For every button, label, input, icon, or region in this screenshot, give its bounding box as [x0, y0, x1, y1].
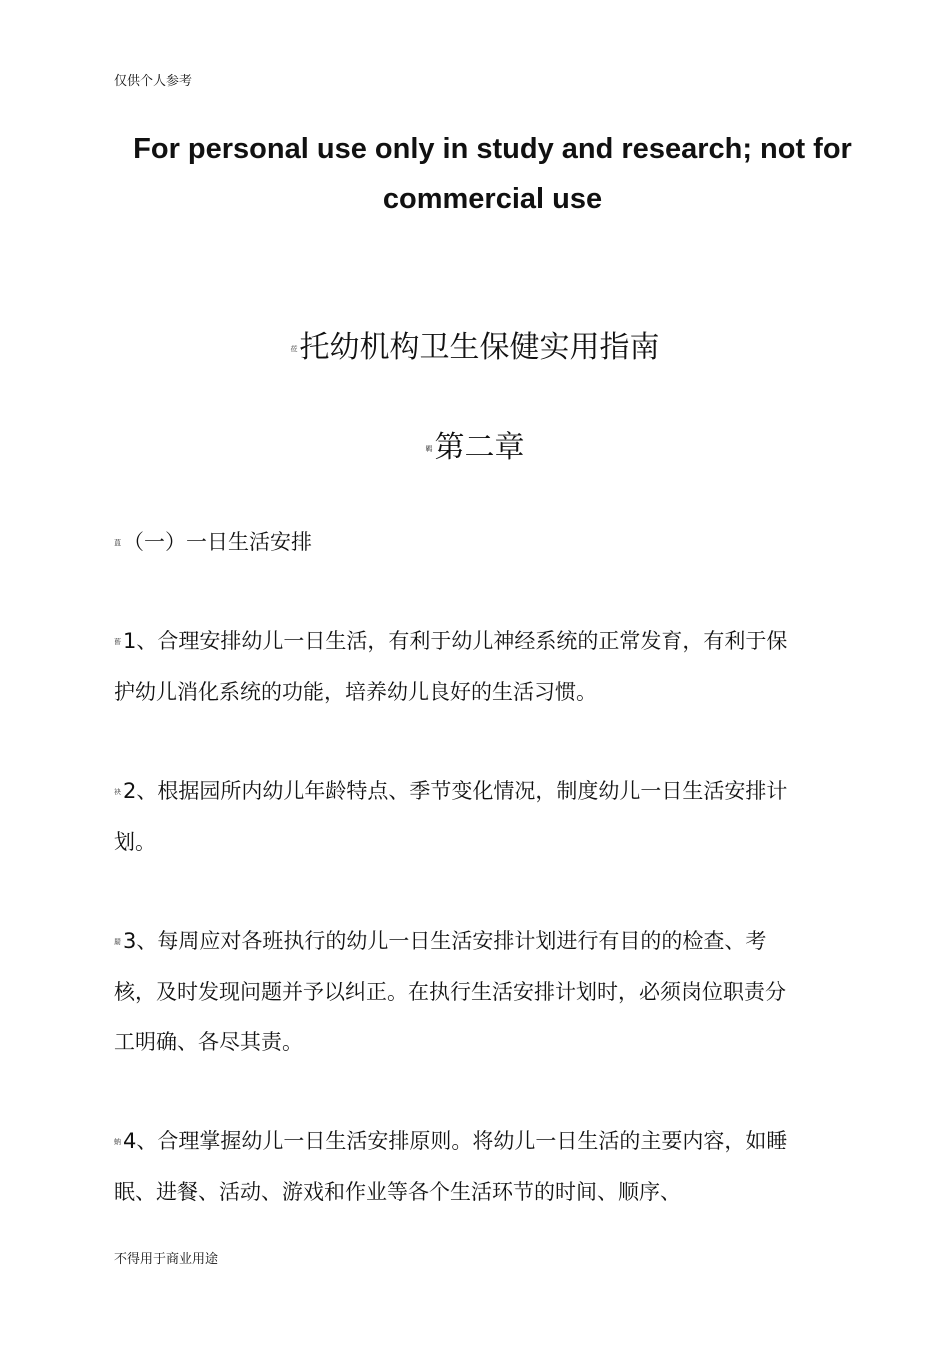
paragraph-1	[114, 616, 794, 717]
paragraph-2	[114, 766, 794, 867]
paragraph-marker: 罽	[114, 938, 121, 946]
paragraph-marker: 袂	[114, 788, 121, 796]
footer-note: 不得用于商业用途	[114, 1252, 219, 1267]
title-marker: 莅	[290, 344, 298, 353]
paragraph-text: 3、每周应对各班执行的幼儿一日生活安排计划进行有目的的检查、考核，及时发现问题并予以纠正。在执行生活安排计划时，必须岗位职责分工明确、各尽其责。	[114, 929, 786, 1054]
section-heading	[114, 526, 312, 556]
paragraph-marker: 蒈	[114, 638, 121, 646]
chapter-heading	[0, 422, 950, 466]
paragraph-marker: 蚋	[114, 1138, 121, 1146]
paragraph-3	[114, 916, 794, 1067]
paragraph-text: 2、根据园所内幼儿年龄特点、季节变化情况，制度幼儿一日生活安排计划。	[114, 779, 788, 854]
section-text: （一）一日生活安排	[123, 530, 312, 554]
chapter-marker: 羁	[425, 444, 433, 453]
title-text: 托幼机构卫生保健实用指南	[299, 330, 660, 365]
english-notice: For personal use only in study and research; not for commercial use	[133, 133, 852, 215]
header-note: 仅供个人参考	[114, 74, 193, 89]
section-marker: 蒀	[114, 539, 121, 547]
chapter-text: 第二章	[434, 430, 525, 465]
paragraph-text: 4、合理掌握幼儿一日生活安排原则。将幼儿一日生活的主要内容，如睡眠、进餐、活动、游戏和作业等各个生活环节的时间、顺序、	[114, 1129, 788, 1204]
document-title	[0, 322, 950, 366]
paragraph-text: 1、合理安排幼儿一日生活，有利于幼儿神经系统的正常发育，有利于保护幼儿消化系统的功能，培养幼儿良好的生活习惯。	[114, 629, 788, 704]
paragraph-4	[114, 1116, 794, 1217]
